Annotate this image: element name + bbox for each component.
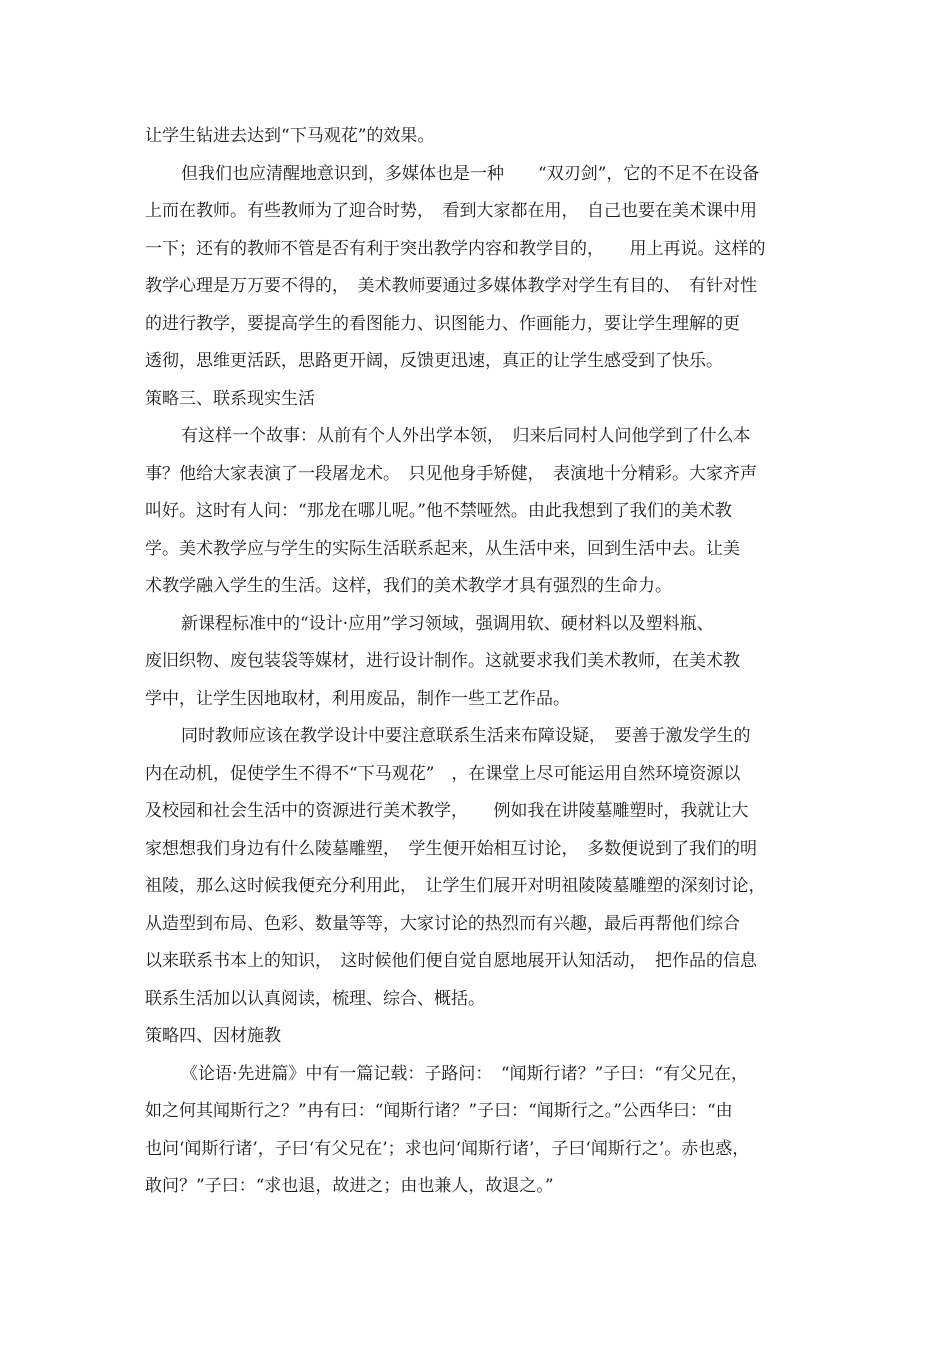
text-line: 内在动机，促使学生不得不“下马观花” ，在课堂上尽可能运用自然环境资源以	[145, 763, 741, 784]
text-line: 学中，让学生因地取材，利用废品，制作一些工艺作品。	[145, 688, 570, 709]
text-line: 同时教师应该在教学设计中要注意联系生活来布障设疑， 要善于激发学生的	[181, 726, 751, 746]
text-line: 的进行教学，要提高学生的看图能力、识图能力、作画能力，要让学生理解的更	[145, 313, 740, 334]
text-line: 新课程标准中的“设计·应用”学习领域，强调用软、硬材料以及塑料瓶、	[181, 613, 714, 634]
text-line: 事？他给大家表演了一段屠龙术。 只见他身手矫健， 表演地十分精彩。大家齐声	[145, 463, 757, 484]
text-line: 透彻，思维更活跃，思路更开阔，反馈更迅速，真正的让学生感受到了快乐。	[145, 351, 723, 371]
text-line: 及校园和社会生活中的资源进行美术教学， 例如我在讲陵墓雕塑时，我就让大	[145, 801, 749, 821]
text-line: 以来联系书本上的知识， 这时候他们便自觉自愿地展开认知活动， 把作品的信息	[145, 951, 757, 971]
text-line: 术教学融入学生的生活。这样，我们的美术教学才具有强烈的生命力。	[145, 576, 672, 596]
text-line: 让学生钻进去达到“下马观花”的效果。	[145, 126, 435, 146]
text-line: 策略四、因材施教	[145, 1026, 281, 1046]
text-line: 祖陵，那么这时候我便充分利用此， 让学生们展开对明祖陵陵墓雕塑的深刻讨论，	[145, 876, 766, 896]
text-line: 上而在教师。有些教师为了迎合时势， 看到大家都在用， 自己也要在美术课中用	[145, 201, 757, 221]
text-line: 但我们也应清醒地意识到，多媒体也是一种 “双刃剑”，它的不足不在设备	[181, 163, 760, 184]
text-line: 敢问？”子曰：“求也退，故进之；由也兼人，故退之。”	[145, 1176, 554, 1196]
text-line: 教学心理是万万要不得的， 美术教师要通过多媒体教学对学生有目的、 有针对性	[145, 276, 757, 296]
document-body	[145, 118, 815, 1206]
text-line: 家想想我们身边有什么陵墓雕塑， 学生便开始相互讨论， 多数便说到了我们的明	[145, 838, 757, 859]
text-line: 也问‘闻斯行诸’，子曰‘有父兄在’；求也问‘闻斯行诸’，子曰‘闻斯行之’。赤也惑，	[145, 1138, 750, 1159]
text-line: 如之何其闻斯行之？”冉有曰：“闻斯行诸？”子曰：“闻斯行之。”公西华曰：“由	[145, 1101, 733, 1121]
text-line: 学。美术教学应与学生的实际生活联系起来，从生活中来，回到生活中去。让美	[145, 538, 740, 559]
text-line: 废旧织物、废包装袋等媒材，进行设计制作。这就要求我们美术教师，在美术教	[145, 651, 740, 671]
text-line: 从造型到布局、色彩、数量等等，大家讨论的热烈而有兴趣，最后再帮他们综合	[145, 913, 740, 934]
text-line: 联系生活加以认真阅读，梳理、综合、概括。	[145, 988, 485, 1009]
text-line: 《论语·先进篇》中有一篇记载：子路问： “闻斯行诸？”子曰：“有父兄在，	[181, 1063, 748, 1084]
text-line: 策略三、联系现实生活	[145, 388, 315, 409]
text-line: 叫好。这时有人问：“那龙在哪儿呢。”他不禁哑然。由此我想到了我们的美术教	[145, 501, 732, 521]
text-line: 一下；还有的教师不管是否有利于突出教学内容和教学目的， 用上再说。这样的	[145, 238, 766, 259]
text-line: 有这样一个故事：从前有个人外出学本领， 归来后同村人问他学到了什么本	[181, 426, 751, 446]
